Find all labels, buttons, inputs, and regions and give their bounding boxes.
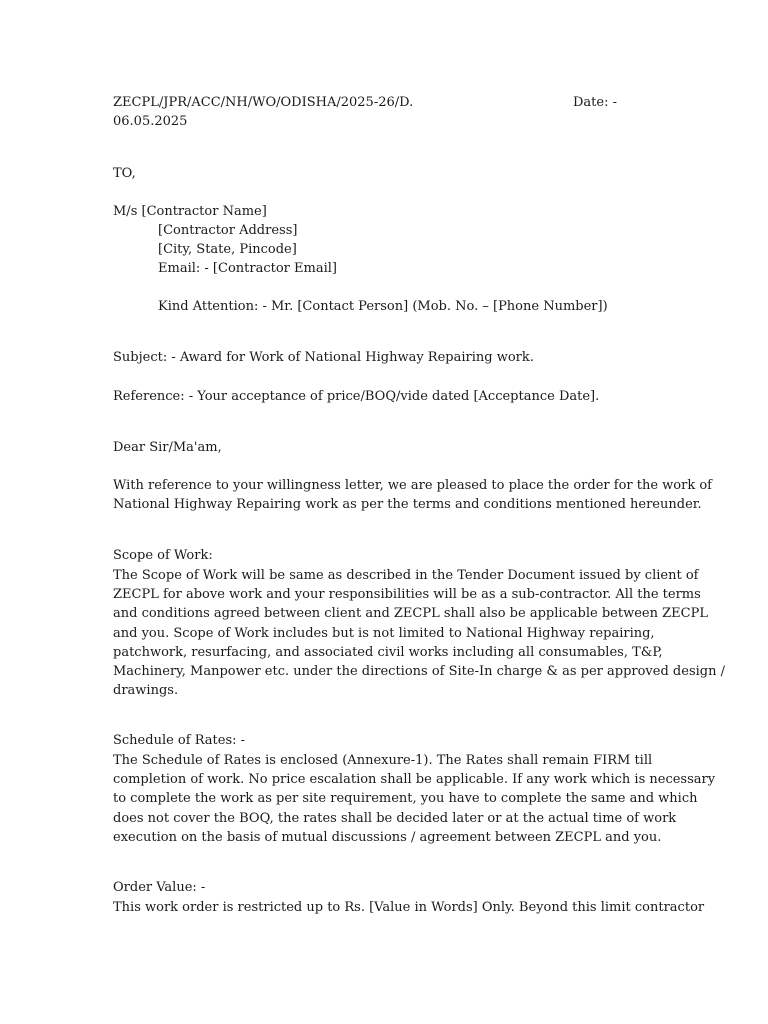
paragraph-line: patchwork, resurfacing, and associated civil works including all consumables, T&P, [113, 644, 663, 660]
contractor-address: [Contractor Address] [158, 223, 298, 238]
paragraph-line: National Highway Repairing work as per the terms and conditions mentioned hereunder. [113, 497, 702, 513]
rates-heading: Schedule of Rates: - [113, 733, 246, 748]
paragraph-line: This work order is restricted up to Rs. [Value in Words] Only. Beyond this limit contractor [113, 900, 705, 915]
paragraph-line: Machinery, Manpower etc. under the directions of Site-In charge & as per approved design / [113, 664, 725, 680]
order-value-heading: Order Value: - [113, 880, 206, 895]
reference-line: Reference: - Your acceptance of price/BOQ/vide dated [Acceptance Date]. [113, 389, 600, 404]
paragraph-line: and conditions agreed between client and ZECPL shall also be applicable between ZECPL [113, 606, 708, 622]
contractor-city: [City, State, Pincode] [158, 242, 297, 257]
contractor-name: M/s [Contractor Name] [113, 204, 267, 219]
subject-line: Subject: - Award for Work of National Highway Repairing work. [113, 350, 534, 365]
paragraph-line: ZECPL for above work and your responsibilities will be as a sub-contractor. All the terms [113, 587, 701, 603]
scope-heading: Scope of Work: [113, 548, 213, 563]
paragraph-line: to complete the work as per site requirement, you have to complete the same and which [113, 791, 698, 807]
paragraph-line: completion of work. No price escalation shall be applicable. If any work which is necessary [113, 772, 716, 788]
paragraph-line: does not cover the BOQ, the rates shall be decided later or at the actual time of work [113, 810, 677, 826]
paragraph-line: and you. Scope of Work includes but is not limited to National Highway repairing, [113, 625, 655, 641]
paragraph-line: With reference to your willingness letter, we are pleased to place the order for the work of [113, 478, 712, 493]
scope-paragraph [113, 566, 725, 700]
to-label: TO, [113, 166, 136, 181]
paragraph-line: The Schedule of Rates is enclosed (Annexure-1). The Rates shall remain FIRM till [113, 753, 653, 768]
kind-attention: Kind Attention: - Mr. [Contact Person] (Mob. No. – [Phone Number]) [158, 299, 608, 314]
intro-paragraph [113, 476, 712, 514]
reference-number: ZECPL/JPR/ACC/NH/WO/ODISHA/2025-26/D. [113, 95, 414, 110]
contractor-email: Email: - [Contractor Email] [158, 261, 337, 276]
date-label: Date: - [573, 95, 617, 110]
date-value: 06.05.2025 [113, 114, 188, 129]
paragraph-line: execution on the basis of mutual discussions / agreement between ZECPL and you. [113, 829, 662, 845]
paragraph-line: The Scope of Work will be same as described in the Tender Document issued by client of [113, 568, 699, 583]
paragraph-line: drawings. [113, 683, 179, 699]
rates-paragraph [113, 751, 716, 847]
salutation: Dear Sir/Ma'am, [113, 440, 222, 455]
order-value-paragraph [113, 898, 705, 917]
